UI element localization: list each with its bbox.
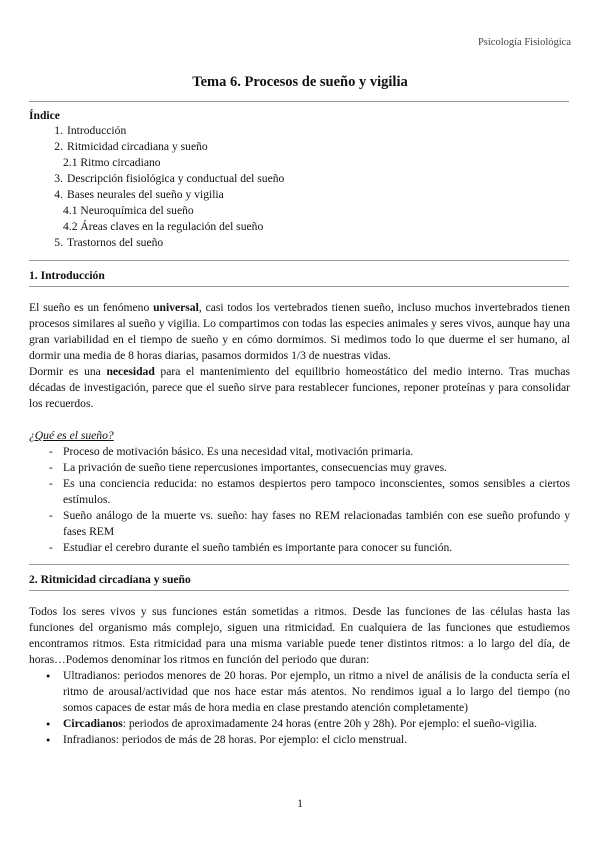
table-of-contents	[29, 123, 569, 251]
intro-paragraph-2: Dormir es una necesidad para el mantenimiento del equilibrio homeostático del medio interno. Tras muchas décadas de investigación, parece que el sueño sirve para restablecer funciones, reponer proteínas y para consolidar los recuerdos.	[29, 365, 570, 410]
divider	[29, 101, 569, 102]
list-item: - Sueño análogo de la muerte vs. sueño: hay fases no REM relacionadas también con ese sueño profundo y fases REM	[29, 508, 570, 540]
list-item: - Es una conciencia reducida: no estamos despiertos pero tampoco inconscientes, somos sensibles a ciertos estímulos.	[29, 476, 570, 508]
list-item: ● Infradianos: periodos de más de 28 horas. Por ejemplo: el ciclo menstrual.	[29, 732, 570, 748]
page-number: 1	[297, 797, 303, 810]
intro-paragraph-1: El sueño es un fenómeno universal, casi todos los vertebrados tienen sueño, incluso muchos invertebrados tienen procesos similares al sueño y vigilia. Lo compartimos con todas las especies animales y seres vivos, aunque hay una gran variabilidad en el tiempo de sueño y en cómo dormimos. Si medimos todo lo que duerme el ser humano, al dormir una media de 8 horas diarias, pasamos dormidos 1/3 de nuestras vidas.	[29, 301, 571, 362]
toc-item[interactable]: 4. Bases neurales del sueño y vigilia	[54, 188, 224, 201]
list-item: ● Circadianos: periodos de aproximadamente 24 horas (entre 20h y 28h). Por ejemplo: el sueño-vigilia.	[29, 716, 570, 732]
list-item: - Estudiar el cerebro durante el sueño también es importante para conocer su función.	[29, 540, 570, 556]
list-item: ● Ultradianos: periodos menores de 20 horas. Por ejemplo, un ritmo a nivel de análisis de la conducta sería el ritmo de arousal/actividad que nos hace estar más atentos. No rendimos igual a lo largo del tiempo (no somos capaces de estar más de hora media en clase prestando atención completamente)	[29, 668, 570, 716]
toc-item[interactable]: 3. Descripción fisiológica y conductual del sueño	[54, 172, 285, 185]
question-heading: ¿Qué es el sueño?	[29, 429, 114, 442]
ritmicidad-paragraph: Todos los seres vivos y sus funciones están sometidas a ritmos. Desde las funciones de las células hasta las funciones del organismo más complejo, siguen una ritmicidad. En cualquiera de las funciones que estudiemos encontramos ritmos. Esta ritmicidad para una misma variable puede tener distintos ritmos: a lo largo del día, de horas…Podemos denominar los ritmos en función del periodo que duran:	[29, 605, 570, 666]
toc-item[interactable]: 4.2 Áreas claves en la regulación del sueño	[63, 220, 264, 233]
toc-item[interactable]: 5. Trastornos del sueño	[54, 236, 164, 249]
page-title: Tema 6. Procesos de sueño y vigilia	[192, 74, 408, 90]
toc-item[interactable]: 2. Ritmicidad circadiana y sueño	[54, 140, 208, 153]
index-heading: Índice	[29, 109, 60, 122]
rhythm-list	[29, 668, 570, 748]
section-heading-introduccion: 1. Introducción	[29, 269, 105, 282]
section-heading-ritmicidad: 2. Ritmicidad circadiana y sueño	[29, 573, 191, 586]
divider	[29, 260, 569, 261]
divider	[29, 286, 569, 287]
divider	[29, 564, 569, 565]
toc-item[interactable]: 2.1 Ritmo circadiano	[63, 156, 161, 169]
toc-item[interactable]: 1. Introducción	[54, 124, 127, 137]
toc-item[interactable]: 4.1 Neuroquímica del sueño	[63, 204, 194, 217]
question-list	[29, 444, 570, 556]
divider	[29, 590, 569, 591]
list-item: - Proceso de motivación básico. Es una necesidad vital, motivación primaria.	[29, 444, 570, 460]
list-item: - La privación de sueño tiene repercusiones importantes, consecuencias muy graves.	[29, 460, 570, 476]
header-subject: Psicología Fisiológica	[477, 37, 571, 48]
